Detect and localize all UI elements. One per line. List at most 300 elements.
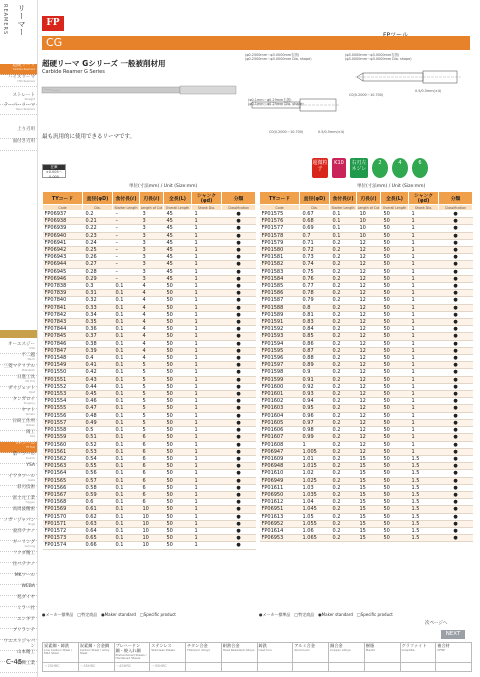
table-cell: 3 [140,225,164,232]
table-cell: 50 [164,499,192,506]
table-cell: 6 [140,434,164,441]
hardness-cell [293,662,329,671]
hardness-cell [257,662,293,671]
table-cell: ● [439,412,473,419]
table-cell: FP07847 [43,347,83,354]
table-cell: 1 [192,261,222,268]
table-cell: 15 [357,491,381,498]
sidebar-item[interactable] [0,140,37,151]
table-cell: 15 [357,527,381,534]
table-cell: 1 [192,470,222,477]
table-cell: FP07841 [43,304,83,311]
table-header-cell: Starter Length [331,205,355,210]
table-cell: 1 [192,268,222,275]
table-cell: 0.2 [330,398,357,405]
table-cell: 4 [140,283,164,290]
unit-note-right: 単位(寸法mm) / Unit (Size:mm) [357,184,426,189]
table-row [43,275,256,282]
table-cell: 0.2 [330,455,357,462]
table-cell: ● [222,239,256,246]
table-cell: 0.59 [83,491,113,498]
table-row [43,506,256,513]
table-header-cell: Classification [222,205,256,211]
table-cell: 12 [357,239,381,246]
table-cell: 12 [357,254,381,261]
table-cell: ● [439,405,473,412]
table-row [43,448,256,455]
table-cell: 1 [409,347,439,354]
table-legend-left: ●メーカー標準品 □特定商品 ●Maker standard □Specific product [42,612,176,617]
sidebar-item-sublabel: Dijet [28,390,35,394]
table-cell: 12 [357,304,381,311]
table-row [43,362,256,369]
table-cell: 0.1 [330,225,357,232]
material-cell [78,643,114,663]
table-cell: 50 [164,347,192,354]
table-cell: 1 [409,275,439,282]
table-row [43,405,256,412]
table-cell: 0.29 [83,275,113,282]
table-cell: 0.1 [113,441,140,448]
table-cell: 1.5 [409,499,439,506]
table-cell: ● [222,542,256,549]
table-cell: 0.77 [300,283,330,290]
table-cell: 1 [192,340,222,347]
table-cell: 0.97 [300,419,330,426]
table-cell: 50 [164,290,192,297]
table-cell: FP01549 [43,362,83,369]
table-header-cell: 食付長(ℓ) [330,192,357,205]
table-cell: FP01554 [43,398,83,405]
table-cell: 1 [192,391,222,398]
table-cell: ● [222,513,256,520]
table-cell: FP01550 [43,369,83,376]
table-cell: 50 [164,304,192,311]
table-row [260,412,473,419]
table-row [43,520,256,527]
table-cell: 0.1 [113,297,140,304]
table-cell: 0.2 [330,412,357,419]
table-cell: 0.1 [113,355,140,362]
table-cell: 1 [409,412,439,419]
table-cell: FP01562 [43,455,83,462]
sidebar-item-sublabel: OSG [29,346,35,350]
table-header-cell: Code [43,205,83,211]
table-cell: ● [439,434,473,441]
table-header-cell: Dia. [83,205,113,211]
sidebar-item-label: 東洋テクノ [12,529,35,534]
table-cell: ● [222,275,256,282]
table-row [43,535,256,542]
table-cell: 6 [140,491,164,498]
table-cell: 1.02 [300,470,330,477]
table-cell: 12 [357,391,381,398]
table-cell: 0.84 [300,326,330,333]
sidebar-item[interactable] [0,128,37,139]
table-cell: ● [439,290,473,297]
table-cell: 0.1 [113,290,140,297]
table-cell: 1 [300,441,330,448]
table-header-cell: Code [260,205,300,211]
table-cell: 50 [381,463,409,470]
table-cell: 50 [381,239,409,246]
feature-badge: 2 [372,158,388,178]
table-cell: FP01589 [260,311,300,318]
table-cell: 1 [192,484,222,491]
sidebar-item-sublabel: Nachi [27,357,35,361]
table-cell: 0.2 [330,427,357,434]
table-cell: 0.1 [113,470,140,477]
table-header-cell: 全長(L) [164,192,192,205]
table-cell: 1 [192,477,222,484]
reamer-tool-image [40,82,240,98]
table-row [260,427,473,434]
table-cell: 50 [381,491,409,498]
table-header-cell: Length of Cut [357,205,380,210]
sidebar-item-label: ギーリング [12,540,35,545]
table-row [260,448,473,455]
table-cell: 0.1 [113,383,140,390]
material-label: グラファイト [401,643,427,648]
table-cell: 1 [409,239,439,246]
table-cell: ● [439,463,473,470]
table-cell: 1 [192,513,222,520]
category-title: CG [46,36,63,49]
table-row [43,333,256,340]
table-header-cell: TYコード [43,192,83,205]
table-cell: 1 [409,326,439,333]
sidebar-item-label: エンギア [17,617,35,622]
table-cell: ● [439,283,473,290]
table-cell: 0.85 [300,333,330,340]
table-cell: 0.2 [330,319,357,326]
sidebar-item-sublabel: Fujigen [25,500,35,504]
table-cell: 10 [357,225,381,232]
table-cell: 0.43 [83,376,113,383]
table-row [43,268,256,275]
table-cell: 0.22 [83,225,113,232]
feature-badge: K10 [332,158,346,178]
table-cell: ● [439,319,473,326]
table-cell: 10 [140,527,164,534]
table-cell: 1 [192,455,222,462]
table-cell: 1.5 [409,491,439,498]
table-cell: FP01571 [43,520,83,527]
table-cell: 1.5 [409,484,439,491]
table-cell: ● [222,355,256,362]
table-cell: 45 [164,268,192,275]
sidebar-item-label: ウエストジャパン [3,639,35,649]
hardness-cell: 〜25HRC [43,662,79,671]
materials-row [43,643,472,663]
table-cell: FP01578 [260,232,300,239]
material-cell [436,643,472,663]
table-row [43,542,256,549]
table-cell: FP01613 [260,513,300,520]
drawing-b [345,53,470,97]
table-cell: 0.64 [83,527,113,534]
table-cell: ● [439,311,473,318]
table-cell: FP01592 [260,326,300,333]
table-cell: FP01567 [43,491,83,498]
table-cell: 50 [164,527,192,534]
table-cell: ● [222,470,256,477]
table-header-row [260,192,473,205]
table-cell: 1 [409,362,439,369]
table-cell: – [113,218,140,225]
table-cell: FP01612 [260,499,300,506]
drawing-c-caption: C0(0.2000〜10.700) [269,130,304,134]
table-cell: 0.2 [330,283,357,290]
table-cell: 12 [357,448,381,455]
table-cell: ● [222,455,256,462]
table-cell: FP01573 [43,535,83,542]
next-button[interactable]: NEXT [441,630,465,639]
table-cell: FP01565 [43,477,83,484]
table-cell: 1 [192,405,222,412]
table-row [260,362,473,369]
table-cell: 15 [357,506,381,513]
table-cell: ● [222,463,256,470]
table-cell: 50 [164,333,192,340]
table-cell: ● [439,268,473,275]
table-cell: ● [222,304,256,311]
table-cell: 10 [140,542,164,549]
table-cell: ● [439,499,473,506]
table-cell: 1 [409,448,439,455]
table-cell: ● [439,247,473,254]
material-sublabel: Prehardened Steels / Hardened Steels [115,652,147,661]
table-cell: 1 [192,225,222,232]
table-cell: 1 [192,290,222,297]
table-cell: 50 [164,376,192,383]
table-cell: 50 [381,412,409,419]
table-header-cell: Length of Cut [140,205,163,210]
table-cell: FP01584 [260,275,300,282]
table-cell: 0.37 [83,333,113,340]
material-sublabel: Aluminum [294,647,310,652]
sidebar-item-sublabel: Daiichi [26,456,35,460]
table-cell: 12 [357,275,381,282]
table-row [260,232,473,239]
sidebar-item-label: 高周波精密 [12,507,35,512]
table-row [43,239,256,246]
table-cell: 1 [192,218,222,225]
table-row [260,513,473,520]
material-sublabel: Carbon Steel / Alloy Steel [79,647,110,656]
table-cell: ● [439,419,473,426]
table-cell: 0.2 [330,297,357,304]
sidebar-item-sublabel: Guhring [24,544,35,548]
table-row [43,290,256,297]
table-cell: 12 [357,283,381,290]
table-header-cell: Shank Dia. [192,205,222,211]
table-cell: ● [222,283,256,290]
table-cell: ● [222,333,256,340]
table-cell: 1.03 [300,484,330,491]
table-cell: 4 [140,319,164,326]
table-cell: ● [222,247,256,254]
table-cell: 1.045 [300,506,330,513]
table-cell: 3 [140,232,164,239]
sidebar-item-label: ノガ・ジャパン [3,518,35,523]
table-cell: 1 [409,283,439,290]
table-cell: ● [222,398,256,405]
table-cell: 1.5 [409,513,439,520]
table-cell: 50 [381,398,409,405]
table-cell: 1 [192,304,222,311]
drawing-c-notes [248,98,308,107]
table-cell: FP01576 [260,218,300,225]
hardness-cell [186,662,222,671]
table-cell: 0.2 [330,391,357,398]
table-cell: 0.67 [300,211,330,218]
table-cell: 50 [381,283,409,290]
table-cell: 50 [381,369,409,376]
table-cell: 1 [409,383,439,390]
table-row [260,290,473,297]
table-cell: ● [439,218,473,225]
sidebar-item[interactable] [0,76,37,87]
table-cell: 0.95 [300,405,330,412]
sidebar-vertical-jp: リーマー [17,4,26,36]
table-cell: 1 [192,412,222,419]
table-cell: 1 [192,463,222,470]
table-cell: 3 [140,275,164,282]
table-cell: 0.96 [300,412,330,419]
table-cell: 1 [409,434,439,441]
material-cell [400,643,436,663]
table-cell: 50 [164,470,192,477]
table-cell: 0.1 [330,218,357,225]
table-cell: FP01551 [43,376,83,383]
table-cell: 1 [192,232,222,239]
table-cell: 0.25 [83,247,113,254]
sidebar-section-brands [0,330,37,338]
table-cell: 50 [164,463,192,470]
table-header-cell: Shank Dia. [409,205,439,211]
table-cell: ● [222,369,256,376]
table-cell: 1 [409,225,439,232]
table-cell: 1 [192,254,222,261]
table-cell: FP06941 [43,239,83,246]
table-cell: ● [222,391,256,398]
table-cell: ● [439,333,473,340]
table-row [260,535,473,542]
material-label: アルミ合金 [294,643,316,648]
table-cell: 1 [409,419,439,426]
table-cell: 0.27 [83,261,113,268]
sidebar-item-label: ヤマト [21,408,35,413]
table-cell: 1 [409,218,439,225]
table-cell: ● [222,290,256,297]
table-cell: FP01610 [260,470,300,477]
table-cell: 50 [381,535,409,542]
table-cell: – [113,275,140,282]
table-cell: 0.2 [330,275,357,282]
table-cell: FP01604 [260,412,300,419]
table-cell: 50 [381,527,409,534]
table-cell: FP06939 [43,225,83,232]
table-cell: FP07838 [43,283,83,290]
sidebar-item-sublabel: Straight [24,97,35,101]
table-row [260,405,473,412]
table-cell: 1.005 [300,448,330,455]
sidebar-item-label: 三菱マテリアル [3,364,35,369]
table-row [43,398,256,405]
table-cell: 0.2 [330,311,357,318]
table-cell: 50 [381,347,409,354]
table-cell: FP01606 [260,427,300,434]
table-cell: 0.55 [83,463,113,470]
table-cell: – [113,225,140,232]
table-cell: ● [222,319,256,326]
table-row [43,218,256,225]
table-cell: ● [439,441,473,448]
table-cell: 50 [381,275,409,282]
table-cell: 1 [409,355,439,362]
sidebar-item-label: オーエスジー [8,342,35,347]
table-cell: FP06938 [43,218,83,225]
table-cell: 0.73 [300,254,330,261]
table-cell: 0.2 [330,383,357,390]
table-cell: 1 [192,499,222,506]
table-cell: 5 [140,376,164,383]
table-cell: 50 [381,268,409,275]
table-row [43,247,256,254]
table-cell: ● [222,419,256,426]
material-label: 鋳鉄 [258,643,267,648]
drawing-b-shape [353,67,463,87]
table-cell: 1 [409,405,439,412]
table-cell: 0.36 [83,326,113,333]
sidebar-item-label: 第一ツール [12,452,35,457]
hardness-cell [364,662,400,671]
sidebar-item-label: ダイジェット [8,386,35,391]
table-cell: 12 [357,362,381,369]
hardness-cell [400,662,436,671]
table-cell: ● [222,527,256,534]
sidebar-item-label: 上り刃用 [17,127,35,132]
sidebar-item-label: イワタツール [8,474,35,479]
table-cell: 50 [381,376,409,383]
sidebar-item[interactable] [0,64,37,75]
material-sublabel: Graphite [401,647,415,652]
table-cell: ● [439,535,473,542]
table-cell: 0.2 [330,520,357,527]
table-cell: 0.89 [300,362,330,369]
table-cell: 1.015 [300,463,330,470]
sidebar-header [0,0,37,64]
table-cell: 10 [140,506,164,513]
table-cell: 5 [140,398,164,405]
material-cell [329,643,365,663]
table-cell: 0.44 [83,383,113,390]
table-cell: ● [222,412,256,419]
table-cell: 50 [164,369,192,376]
table-header-cell: Overall Length [381,205,409,211]
brand-logo: FP [42,16,64,31]
feature-badge: 右刃左ネジレ [350,158,368,178]
table-cell: 50 [381,383,409,390]
drawing-c-note2: (φ0.1mm〜φ0.29mm Dia. shape) [248,102,304,107]
sidebar-item[interactable] [0,104,37,115]
sidebar-item-label: 富士元工業 [12,496,35,501]
table-cell: 4 [140,355,164,362]
table-cell: ● [439,506,473,513]
table-cell: 12 [357,419,381,426]
table-cell: 1 [192,434,222,441]
